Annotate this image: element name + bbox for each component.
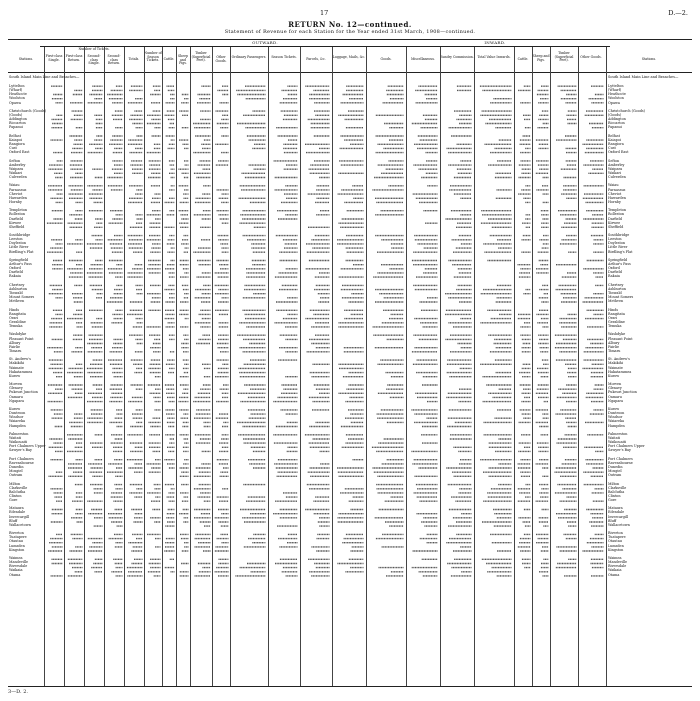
col-first-class-return: First-class Return. bbox=[65, 54, 83, 62]
station-name: (Goods) bbox=[9, 112, 23, 117]
station-name: Rangitata bbox=[9, 311, 26, 316]
station-name: Rangiora bbox=[9, 141, 25, 146]
station-name: Darfield bbox=[608, 216, 622, 221]
station-name: Mataura bbox=[9, 506, 24, 511]
station-name: Oxford bbox=[608, 266, 620, 271]
station-name: Mount Somers bbox=[9, 295, 35, 300]
return-subtitle: Statement of Revenue for each Station for the Year ended 31st March, 1908—continued. bbox=[224, 29, 476, 35]
station-name: Riccarton bbox=[608, 121, 625, 126]
station-name: Washdyke bbox=[9, 332, 27, 337]
station-name: Clarksville bbox=[608, 485, 627, 490]
station-name: Washdyke bbox=[608, 332, 626, 337]
station-name: Arthur's Pass bbox=[608, 262, 631, 267]
station-name: Culverden bbox=[608, 175, 626, 180]
station-name: Otama bbox=[608, 572, 620, 577]
station-name: Ravensbourne bbox=[9, 460, 34, 465]
station-name: Port Chalmers Upper bbox=[9, 444, 46, 449]
station-name: Opawa bbox=[9, 100, 21, 105]
station-name: Rolleston bbox=[608, 212, 625, 217]
station-name: Kurow bbox=[608, 373, 620, 378]
station-name: Pukeuri Junction bbox=[608, 390, 637, 395]
section-title: South Island Main Line and Branches— bbox=[9, 75, 80, 79]
station-name: Kurow bbox=[9, 406, 21, 411]
station-name: Bluff bbox=[608, 518, 617, 523]
station-name: Papanui bbox=[9, 125, 23, 130]
station-name: Otama bbox=[9, 572, 21, 577]
station-name: Rakaia bbox=[9, 274, 21, 279]
inward-group-label: INWARD. bbox=[484, 40, 506, 45]
station-name: Ashburton bbox=[608, 286, 626, 291]
station-name: Waimate bbox=[608, 365, 623, 370]
station-name: Belfast bbox=[9, 133, 21, 138]
station-name: Waiareka bbox=[608, 419, 625, 424]
station-name: Bluff bbox=[9, 518, 18, 523]
station-name: Glenavy bbox=[608, 386, 622, 391]
station-name: Waimate bbox=[9, 365, 24, 370]
station-name: Cust bbox=[608, 146, 616, 151]
station-name: Balclutha bbox=[9, 489, 26, 494]
col-second-class-return: Second-class Return. bbox=[107, 54, 121, 66]
station-name: Morven bbox=[608, 382, 622, 387]
station-name: Southbridge bbox=[9, 233, 31, 238]
station-name: Palmerston bbox=[608, 431, 628, 436]
station-name: Leeston bbox=[608, 237, 622, 242]
station-name: Albury bbox=[9, 340, 21, 345]
station-name: Invercargill bbox=[608, 514, 629, 519]
station-name: Port Chalmers bbox=[608, 456, 633, 461]
page-number: 17 bbox=[320, 9, 329, 17]
document-reference: D.—2. bbox=[668, 9, 688, 17]
station-name: Doyleston bbox=[9, 241, 27, 246]
station-name: Waikouaiti bbox=[9, 440, 28, 445]
station-name: Kingston bbox=[9, 547, 25, 552]
col-in-timber: Timber (Superficial Feet). bbox=[554, 51, 574, 63]
station-name: Temuka bbox=[608, 324, 622, 329]
station-name: Opawa bbox=[608, 100, 620, 105]
station-name: Lumsden bbox=[608, 543, 624, 548]
station-name: Oamaru bbox=[9, 394, 23, 399]
station-name: Christchurch (Goods) bbox=[9, 108, 46, 113]
station-name: Waipara bbox=[608, 166, 623, 171]
station-name: Tinwald bbox=[608, 291, 622, 296]
station-name: Palmerston bbox=[9, 431, 29, 436]
station-name: Fairlie bbox=[608, 344, 620, 349]
station-name: Hawarden bbox=[9, 195, 27, 200]
station-name: Edendale bbox=[608, 510, 625, 515]
station-name: Lumsden bbox=[9, 543, 25, 548]
station-name: Hampden bbox=[9, 423, 26, 428]
station-name: Ravensbourne bbox=[608, 460, 633, 465]
station-name: Belfast bbox=[608, 133, 620, 138]
station-name: Woolston bbox=[9, 96, 25, 101]
station-name: Oamaru bbox=[608, 394, 622, 399]
col-miscellaneous: Miscellaneous. bbox=[410, 57, 436, 61]
station-name: Glenavy bbox=[9, 386, 23, 391]
station-name: Chertsey bbox=[608, 282, 624, 287]
station-name: Templeton bbox=[608, 208, 627, 213]
station-name: Oxford bbox=[9, 266, 21, 271]
station-name: Waimea bbox=[608, 556, 622, 561]
station-name: Methven bbox=[608, 299, 624, 304]
station-name: Edendale bbox=[9, 510, 26, 515]
station-name: Geraldine bbox=[9, 320, 26, 325]
station-name: Geraldine bbox=[608, 320, 625, 325]
station-name: Hornby bbox=[9, 199, 22, 204]
station-name: Waikari bbox=[608, 170, 622, 175]
station-name: Darfield bbox=[9, 270, 23, 275]
station-name: Pleasant Point bbox=[9, 336, 34, 341]
col-first-class: First-class Single. bbox=[45, 54, 63, 62]
station-name: Oxford East bbox=[608, 150, 629, 155]
station-name: Birdling's Flat bbox=[608, 249, 633, 254]
station-name: Cheviot bbox=[9, 191, 23, 196]
station-name: (Goods) bbox=[608, 112, 622, 117]
station-name: Pleasant Point bbox=[608, 336, 633, 341]
station-name: Gore bbox=[608, 498, 617, 503]
station-name: Outram bbox=[608, 473, 622, 478]
station-name: Waipara bbox=[9, 166, 24, 171]
station-name: Waikari bbox=[9, 170, 23, 175]
station-name: Culverden bbox=[9, 175, 27, 180]
station-name: Kurow bbox=[9, 373, 21, 378]
col-sundry-commission: Sundry Commission. bbox=[440, 55, 474, 59]
station-name: Addington bbox=[608, 117, 626, 122]
col-number-of-tickets: Number of Tickets. bbox=[78, 47, 110, 51]
col-in-cattle: Cattle. bbox=[517, 57, 529, 61]
station-name: Rangitata bbox=[608, 311, 625, 316]
station-name: Lyttelton bbox=[608, 84, 624, 88]
station-name: Tuatapere bbox=[9, 535, 27, 540]
station-name: Kirwee bbox=[608, 220, 621, 225]
station-name: Fairlie bbox=[9, 344, 21, 349]
station-name: Kurow bbox=[608, 406, 620, 411]
station-name: (Wharf) bbox=[608, 88, 622, 93]
station-name: Riverton bbox=[608, 531, 623, 536]
station-name: Riccarton bbox=[9, 121, 26, 126]
station-name: Pukeuri Junction bbox=[9, 390, 38, 395]
station-name: Hinds bbox=[9, 307, 20, 312]
station-name: Riverton bbox=[9, 531, 24, 536]
station-name: Springfield bbox=[9, 257, 29, 262]
station-name: Springfield bbox=[608, 257, 628, 262]
station-name: Milton bbox=[9, 481, 21, 486]
station-name: Southbridge bbox=[608, 233, 630, 238]
station-name: Sheffield bbox=[9, 224, 25, 229]
section-title-right: South Island Main Line and Branches— bbox=[608, 75, 679, 79]
station-name: Clinton bbox=[608, 493, 621, 498]
station-name: Amberley bbox=[608, 162, 625, 167]
station-name: Orari bbox=[9, 315, 19, 320]
station-name: Rakaia bbox=[608, 274, 620, 279]
station-name: Arthur's Pass bbox=[9, 262, 32, 267]
station-name: Lyttelton bbox=[9, 84, 25, 88]
station-name: Cust bbox=[9, 146, 17, 151]
station-name: Sheffield bbox=[608, 224, 624, 229]
station-name: Little River bbox=[9, 245, 29, 250]
station-name: Mosgiel bbox=[9, 469, 23, 474]
station-name: Dunedin bbox=[9, 464, 24, 469]
station-name: Kingston bbox=[608, 547, 624, 552]
station-name: Wallacetown bbox=[608, 522, 630, 527]
station-name: St. Andrew's bbox=[9, 357, 31, 362]
station-name: Makikihi bbox=[608, 361, 624, 366]
station-name: Orari bbox=[608, 315, 618, 320]
col-in-sheep: Sheep and Pigs. bbox=[532, 54, 550, 62]
station-name: Port Chalmers Upper bbox=[608, 444, 645, 449]
station-name: Tinwald bbox=[9, 291, 23, 296]
station-name: Balclutha bbox=[608, 489, 625, 494]
station-name: Mandeville bbox=[9, 560, 29, 565]
station-name: Hawarden bbox=[608, 195, 626, 200]
col-season-revenue: Season Tickets. bbox=[271, 55, 297, 59]
station-name: Kaiapoi bbox=[608, 137, 621, 142]
station-name: Hornby bbox=[608, 199, 621, 204]
station-name: Otautau bbox=[608, 539, 622, 544]
station-name: Amberley bbox=[9, 162, 26, 167]
station-name: Heathcote bbox=[9, 92, 27, 97]
station-name: Albury bbox=[608, 340, 620, 345]
station-name: Birdling's Flat bbox=[9, 249, 34, 254]
station-name: Oxford East bbox=[9, 150, 30, 155]
station-name: Gore bbox=[9, 498, 18, 503]
station-name: Rolleston bbox=[9, 212, 26, 217]
station-name: Clinton bbox=[9, 493, 22, 498]
station-name: Christchurch (Goods) bbox=[608, 108, 645, 113]
station-name: Templeton bbox=[9, 208, 28, 213]
station-name: Waikaia bbox=[608, 568, 622, 573]
col-goods: Goods. bbox=[380, 57, 392, 61]
station-name: Kaiapoi bbox=[9, 137, 22, 142]
col-timber: Timber (Superficial Feet). bbox=[191, 51, 211, 63]
col-cattle: Cattle. bbox=[163, 57, 175, 61]
station-name: Waikouaiti bbox=[608, 440, 627, 445]
col-other-goods: Other Goods. bbox=[215, 55, 227, 63]
col-totals: Totals. bbox=[128, 57, 140, 61]
return-title: RETURN No. 12—continued. bbox=[288, 20, 412, 29]
station-name: Otautau bbox=[9, 539, 23, 544]
station-name: Duntroon bbox=[9, 411, 26, 416]
station-name: Sefton bbox=[9, 158, 21, 163]
station-name: Ashburton bbox=[9, 286, 27, 291]
station-name: Waikaia bbox=[9, 568, 23, 573]
station-name: Mosgiel bbox=[608, 469, 622, 474]
station-name: Wallacetown bbox=[9, 522, 31, 527]
station-name: Darfield bbox=[9, 216, 23, 221]
station-name: Hampden bbox=[608, 423, 625, 428]
col-sheep-pigs: Sheep and Pigs. bbox=[177, 54, 189, 66]
station-name: Mount Somers bbox=[608, 295, 634, 300]
station-name: Hakataramea bbox=[9, 369, 33, 374]
table-bottom-rule bbox=[8, 686, 692, 687]
station-name: Heathcote bbox=[608, 92, 626, 97]
station-name: Ngapara bbox=[608, 398, 623, 403]
station-name: Timaru bbox=[9, 349, 22, 353]
station-name: Parnassus bbox=[608, 187, 626, 192]
station-name: Temuka bbox=[9, 324, 23, 329]
station-name: Sawyer's Bay bbox=[608, 448, 631, 453]
station-name: (Wharf) bbox=[9, 88, 23, 93]
station-name: Mataura bbox=[608, 506, 623, 511]
col-second-class: Second-class Single. bbox=[87, 54, 101, 66]
station-name: Waiau bbox=[9, 183, 20, 188]
station-name: Timaru bbox=[608, 349, 621, 353]
station-name: Waiareka bbox=[9, 419, 26, 424]
station-name: Chertsey bbox=[9, 282, 25, 287]
station-name: Woolston bbox=[608, 96, 624, 101]
station-name: Duntroon bbox=[608, 411, 625, 416]
station-name: Invercargill bbox=[9, 514, 30, 519]
station-name: Milton bbox=[608, 481, 620, 486]
station-name: Hakataramea bbox=[608, 369, 632, 374]
station-name: Mandeville bbox=[608, 560, 628, 565]
col-parcels: Parcels, &c. bbox=[306, 57, 326, 61]
station-name: Hinds bbox=[608, 307, 619, 312]
station-name: Windsor bbox=[9, 415, 24, 420]
station-name: Little River bbox=[608, 245, 628, 250]
station-name: Tuatapere bbox=[608, 535, 626, 540]
col-season-tickets: Number of Season Tickets. bbox=[144, 51, 162, 63]
station-name: Outram bbox=[9, 473, 23, 478]
outward-group-label: OUTWARD. bbox=[252, 40, 278, 45]
col-stations: Stations. bbox=[18, 57, 34, 61]
station-name: Riversdale bbox=[608, 564, 627, 569]
col-total-value: Total Value Inwards. bbox=[477, 55, 511, 59]
station-name: Waitati bbox=[608, 435, 621, 440]
footer-reference: 3—D. 2. bbox=[8, 689, 28, 695]
station-name: Dunedin bbox=[608, 464, 623, 469]
col-in-other: Other Goods. bbox=[580, 55, 602, 59]
station-name: Windsor bbox=[608, 415, 623, 420]
station-name: Ngapara bbox=[9, 398, 24, 403]
col-luggage: Luggage, Mails, &c. bbox=[332, 55, 366, 59]
station-name: Waimea bbox=[9, 556, 23, 561]
station-name: Clarksville bbox=[9, 485, 28, 490]
col-ordinary-passengers: Ordinary Passengers. bbox=[231, 55, 267, 59]
station-name: Rangiora bbox=[608, 141, 624, 146]
station-name: Papanui bbox=[608, 125, 622, 130]
station-name: Port Chalmers bbox=[9, 456, 34, 461]
station-name: Addington bbox=[9, 117, 27, 122]
station-name: Kirwee bbox=[9, 220, 22, 225]
station-name: St. Andrew's bbox=[608, 357, 630, 362]
station-name: Makikihi bbox=[9, 361, 25, 366]
station-name: Methven bbox=[9, 299, 25, 304]
station-name: Riversdale bbox=[9, 564, 28, 569]
station-name: Sawyer's Bay bbox=[9, 448, 32, 453]
station-name: Cheviot bbox=[608, 191, 622, 196]
station-name: Waitati bbox=[9, 435, 22, 440]
col-stations-right: Stations. bbox=[641, 57, 657, 61]
station-name: Waiau bbox=[608, 183, 619, 188]
station-name: Sefton bbox=[608, 158, 620, 163]
station-name: Doyleston bbox=[608, 241, 626, 246]
station-name: Parnassus bbox=[9, 187, 27, 192]
station-name: Morven bbox=[9, 382, 23, 387]
station-name: Leeston bbox=[9, 237, 23, 242]
station-name: Darfield bbox=[608, 270, 622, 275]
